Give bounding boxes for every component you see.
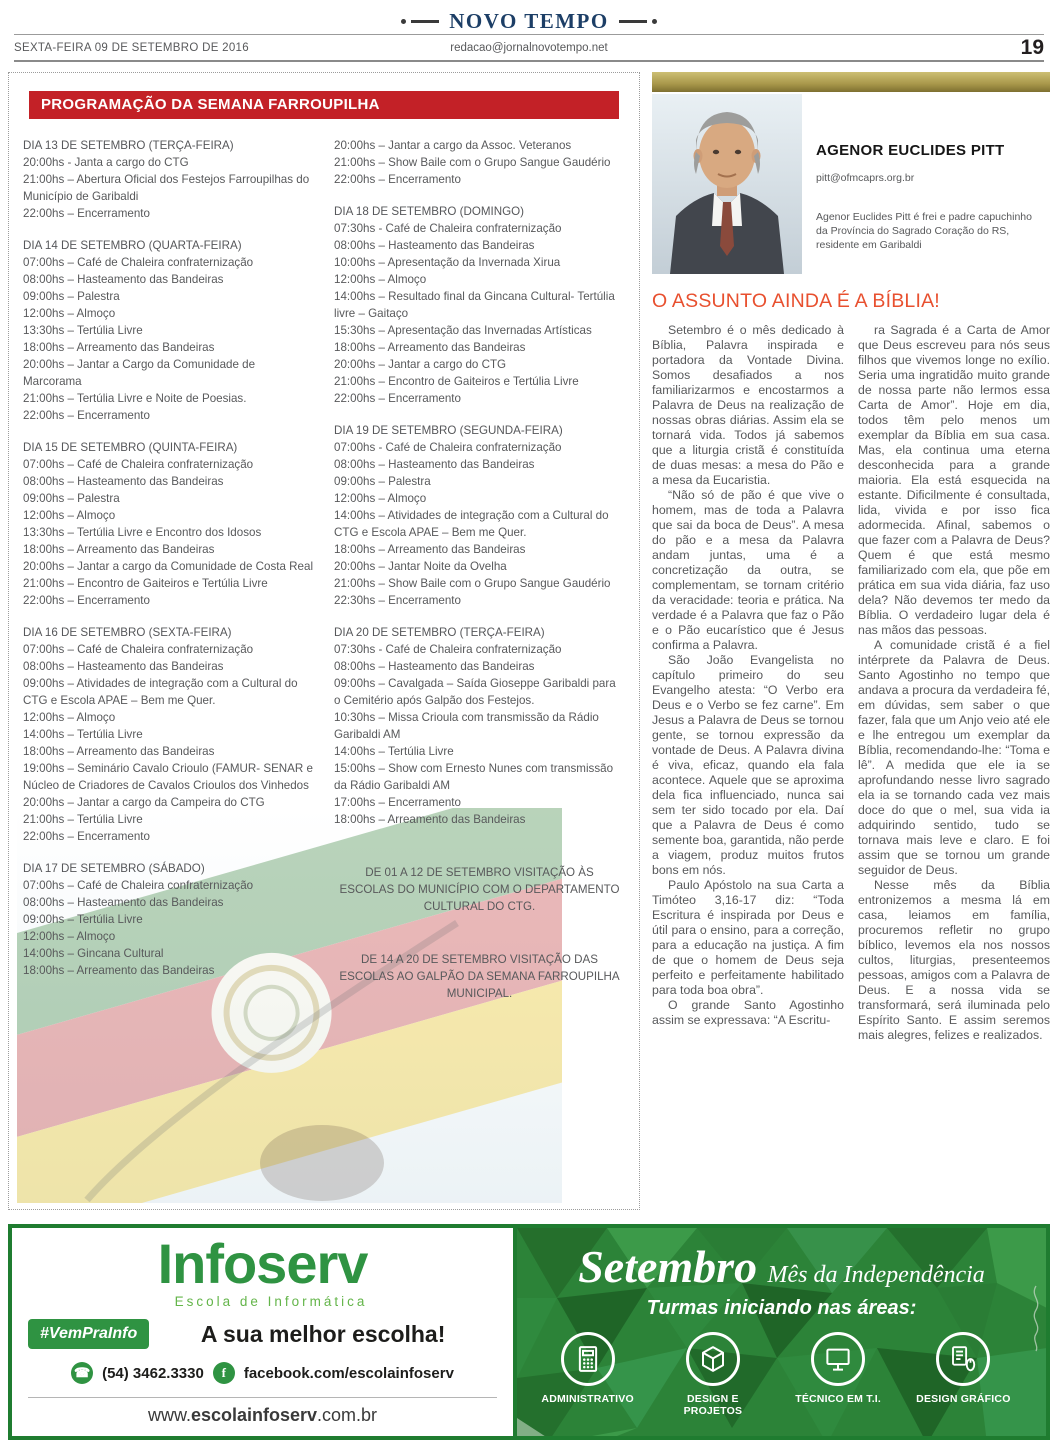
schedule-item: 08:00hs – Hasteamento das Bandeiras [23,660,224,673]
schedule-day-block [334,203,625,407]
phone-number: (54) 3462.3330 [102,1364,204,1382]
schedule-item: 07:00hs – Café de Chaleira confraternização [23,643,254,656]
article-paragraph: ra Sagrada é a Carta de Amor que Deus escreveu para nós seus filhos que vivemos longe no exílio. Seria uma ingratidão muito grande de nossa parte não lermos essa Carta de Amor”. Hoje em dia, todos têm pelo menos um exemplar da Bíblia em sua casa. Mas, ela continua uma eterna desconhecida para a grande maioria. Ela está esquecida na estante. Dificilmente é consultada, lida, vivida e por isso fica adormecida. Afinal, sabemos o que fazer com a Palavra de Deus? Quem é que está mesmo familiarizado com ela, que põe em prática em sua vida diária, faz uso dela? Não devemos ter medo da Bíblia. O verdadeiro lugar dela é nas mãos das pessoas. [858,323,1050,637]
schedule-item: 13:30hs – Tertúlia Livre [23,324,143,337]
schedule-item: 15:00hs – Show com Ernesto Nunes com transmissão da Rádio Garibaldi AM [334,762,614,792]
article-column-1 [652,323,844,1043]
article-paragraph: A comunidade cristã é a fiel intérprete da Palavra de Deus. Santo Agostinho no tempo que andava a procura da verdadeira fé, em dúvidas, sem saber o que fazer, fala que um Anjo veio até ele e lhe entregou um exemplar da Bíblia, recomendando-lhe: “Toma e lê”. A medida que ele ia se aprofundando nesse livro sagrado ela ia se tornando cada vez mais doce do que o mel, sua vida ia adquirindo sentido, tudo se tornava mais leve e claro. E foi assim que se tornou um grande seguidor de Deus. [858,638,1050,877]
schedule-item: 08:00hs – Hasteamento das Bandeiras [23,896,224,909]
schedule-day-heading: DIA 19 DE SETEMBRO (SEGUNDA-FEIRA) [334,424,563,437]
schedule-item: 12:00hs – Almoço [23,711,116,724]
schedule-item: 08:00hs – Hasteamento das Bandeiras [23,273,224,286]
schedule-item: 08:00hs – Hasteamento das Bandeiras [334,660,535,673]
schedule-item: 21:00hs – Tertúlia Livre [23,813,143,826]
course-area-label: TÉCNICO EM T.I. [795,1393,882,1405]
schedule-day-heading: DIA 18 DE SETEMBRO (DOMINGO) [334,205,525,218]
schedule-item: 07:00hs – Café de Chaleira confraternização [23,256,254,269]
course-area-label: DESIGN GRÁFICO [916,1393,1011,1405]
schedule-item: 18:00hs – Arreamento das Bandeiras [23,543,215,556]
schedule-item: 21:00hs – Show Baile com o Grupo Sangue Gaudério [334,156,611,169]
brand-name: Infoserv [157,1232,368,1295]
article-paragraph: Paulo Apóstolo na sua Carta a Timóteo 3,16-17 diz: “Toda Escritura é inspirada por Deus e útil para o ensino, para a correção, para a educação na justiça. A fim de que o homem de Deus seja perfeito e perfeitamente habilitado para toda boa obra”. [652,878,844,997]
monitor-icon [811,1332,865,1386]
schedule-item: 21:00hs – Abertura Oficial dos Festejos Farroupilhas do Município de Garibaldi [23,173,310,203]
schedule-item: 21:00hs – Show Baile com o Grupo Sangue Gaudério [334,577,611,590]
advertisement-infoserv [8,1224,1050,1440]
schedule-item: 12:00hs – Almoço [23,307,116,320]
schedule-item: 21:00hs – Encontro de Gaiteiros e Tertúlia Livre [23,577,268,590]
page-number: 19 [1020,35,1044,59]
schedule-item: 18:00hs – Arreamento das Bandeiras [23,341,215,354]
author-card [652,72,1050,274]
ad-tagline: A sua melhor escolha! [200,1320,446,1347]
schedule-item: 22:00hs – Encerramento [334,173,461,186]
schedule-item: 20:00hs – Jantar a Cargo da Comunidade de Marcorama [23,358,256,388]
gold-banner [652,72,1050,92]
article-headline: O ASSUNTO AINDA É A BÍBLIA! [652,290,940,312]
infoserv-logo [157,1232,368,1309]
page-header [0,0,1058,62]
course-area [661,1332,765,1417]
main-content [0,62,1058,1210]
schedule-item: 13:30hs – Tertúlia Livre e Encontro dos Idosos [23,526,262,539]
schedule-item: 20:00hs – Jantar Noite da Ovelha [334,560,507,573]
schedule-item: 22:00hs – Encerramento [334,392,461,405]
schedule-item: 22:00hs – Encerramento [23,207,150,220]
schedule-item: 09:00hs – Cavalgada – Saída Gioseppe Garibaldi para o Cemitério após Galpão dos Festejos. [334,677,616,707]
schedule-item: 09:00hs – Palestra [23,290,120,303]
ad-right-panel [517,1228,1046,1436]
program-column-1 [23,137,314,1002]
schedule-day-block [23,624,314,845]
article-column-2 [858,323,1050,1043]
schedule-item: 10:00hs – Apresentação da Invernada Xirua [334,256,561,269]
schedule-item: 22:00hs – Encerramento [23,594,150,607]
schedule-item: 14:00hs – Gincana Cultural [23,947,164,960]
schedule-item: 17:00hs – Encerramento [334,796,461,809]
schedule-item: 08:00hs – Hasteamento das Bandeiras [334,239,535,252]
author-name: AGENOR EUCLIDES PITT [816,142,1005,159]
schedule-item: 07:00hs - Café de Chaleira confraternização [334,441,562,454]
schedule-item: 21:00hs – Encontro de Gaiteiros e Tertúlia Livre [334,375,579,388]
article-paragraph: Setembro é o mês dedicado à Bíblia, Palavra inspirada e portadora da Vontade Divina. Somos desafiados a nos familiarizarmos e encostarmos a Palavra de Deus na realização de nossas obras diárias. Assim ela se tornará vida. Todos já sabemos que a liturgia cristã é constituída de duas mesas: a mesa do Pão e a mesa da Eucaristia. [652,323,844,487]
brand-subtitle: Escola de Informática [174,1294,368,1309]
header-info-bar [14,34,1044,62]
schedule-day-block [23,137,314,222]
article-paragraph: Nesse mês da Bíblia entronizemos a mesma lá em casa, leiamos em família, procuremos refletir no grupo bíblico, levemos ela nos nossos cultos, liturgias, presenteemos pessoas, amigos com a Palavra de Deus. E a nossa vida se transformará, será iluminada pelo Espírito Santo. E assim seremos mais alegres, felizes e realizados. [858,878,1050,1042]
schedule-day-block [334,624,625,828]
course-area [536,1332,640,1417]
schedule-item: 15:30hs – Apresentação das Invernadas Artísticas [334,324,592,337]
contact-email[interactable]: redacao@jornalnovotempo.net [450,41,608,54]
facebook-handle[interactable]: facebook.com/escolainfoserv [243,1364,454,1382]
schedule-item: 19:00hs – Seminário Cavalo Crioulo (FAMUR- SENAR e Núcleo de Criadores de Cavalos Crioulos dos Vinhedos [23,762,313,792]
schedule-item: 14:00hs – Tertúlia Livre [334,745,454,758]
course-areas [517,1332,1046,1417]
program-column-2 [334,137,625,1002]
schedule-item: 07:00hs – Café de Chaleira confraternização [23,458,254,471]
schedule-day-heading: DIA 14 DE SETEMBRO (QUARTA-FEIRA) [23,239,242,252]
program-title-banner [29,91,619,119]
article-columns [652,323,1050,1043]
calculator-icon [561,1332,615,1386]
schedule-item: 20:00hs - Janta a cargo do CTG [23,156,189,169]
article-section [652,72,1050,1210]
schedule-item: 07:30hs - Café de Chaleira confraternização [334,643,562,656]
schedule-item: 14:00hs – Atividades de integração com a Cultural do CTG e Escola APAE – Bem me Quer. [334,509,609,539]
month-subtitle: Mês da Independência [767,1262,985,1288]
schedule-item: 10:30hs – Missa Crioula com transmissão da Rádio Garibaldi AM [334,711,599,741]
schedule-item: 12:00hs – Almoço [23,509,116,522]
masthead-row [14,8,1044,34]
schedule-day-heading: DIA 20 DE SETEMBRO (TERÇA-FEIRA) [334,626,545,639]
program-note: DE 01 A 12 DE SETEMBRO VISITAÇÃO ÀS ESCOLAS DO MUNICÍPIO COM O DEPARTAMENTO CULTURAL DO CTG. [339,866,620,913]
schedule-day-heading: DIA 17 DE SETEMBRO (SÁBADO) [23,862,205,875]
schedule-item: 07:30hs - Café de Chaleira confraternização [334,222,562,235]
program-title: PROGRAMAÇÃO DA SEMANA FARROUPILHA [41,96,380,113]
hashtag-badge: #VemPraInfo [28,1319,149,1349]
course-area-label: ADMINISTRATIVO [541,1393,634,1405]
schedule-day-heading: DIA 15 DE SETEMBRO (QUINTA-FEIRA) [23,441,238,454]
article-paragraph: São João Evangelista no capítulo primeiro do seu Evangelho atesta: “O Verbo era Deus e o Verbo se fez carne”. Em Jesus a Palavra de Deus se tornou gente, se tornou expressão da vontade de Deus. A Palavra divina é viva, eficaz, quando ela fala acontece. Aquele que se aproxima dela fica influenciado, nunca sai sem ter sido tocado por ela. Daí que a Palavra de Deus é como semente boa, garantida, não perde a viagem, produz muitos frutos bons em nós. [652,653,844,877]
schedule-item: 08:00hs – Hasteamento das Bandeiras [334,458,535,471]
ad-left-panel [12,1228,517,1436]
schedule-item: 09:00hs – Tertúlia Livre [23,913,143,926]
schedule-day-block [23,439,314,609]
schedule-item: 22:00hs – Encerramento [23,830,150,843]
website-url[interactable]: www.escolainfoserv.com.br [28,1397,497,1426]
phone-icon: ☎ [71,1362,93,1384]
issue-date: SEXTA-FEIRA 09 DE SETEMBRO DE 2016 [14,41,249,54]
cube-icon [686,1332,740,1386]
author-email[interactable]: pitt@ofmcaprs.org.br [816,172,915,184]
schedule-item: 18:00hs – Arreamento das Bandeiras [23,745,215,758]
schedule-day-heading: DIA 13 DE SETEMBRO (TERÇA-FEIRA) [23,139,234,152]
program-section [8,72,640,1210]
schedule-item: 14:00hs – Resultado final da Gincana Cultural- Tertúlia livre – Gaitaço [334,290,615,320]
schedule-item: 18:00hs – Arreamento das Bandeiras [334,813,526,826]
masthead-ornament-left [401,19,439,24]
masthead: NOVO TEMPO [449,8,609,33]
schedule-item: 07:00hs – Café de Chaleira confraternização [23,879,254,892]
schedule-item: 12:00hs – Almoço [334,492,427,505]
schedule-item: 14:00hs – Tertúlia Livre [23,728,143,741]
schedule-item: 21:00hs – Tertúlia Livre e Noite de Poesias. [23,392,247,405]
masthead-ornament-right [619,19,657,24]
schedule-day-block [334,137,625,188]
schedule-item: 22:30hs – Encerramento [334,594,461,607]
course-area [786,1332,890,1417]
course-area [911,1332,1015,1417]
schedule-item: 12:00hs – Almoço [23,930,116,943]
course-area-label: DESIGN E PROJETOS [683,1393,743,1417]
schedule-item: 22:00hs – Encerramento [23,409,150,422]
schedule-item: 09:00hs – Atividades de integração com a Cultural do CTG e Escola APAE – Bem me Quer. [23,677,298,707]
schedule-item: 20:00hs – Jantar a cargo da Assoc. Veteranos [334,139,572,152]
schedule-item: 12:00hs – Almoço [334,273,427,286]
schedule-item: 18:00hs – Arreamento das Bandeiras [334,543,526,556]
schedule-day-block [23,237,314,424]
author-bio: Agenor Euclides Pitt é frei e padre capuchinho da Província do Sagrado Coração do RS, residente em Garibaldi [816,211,1032,251]
article-paragraph: O grande Santo Agostinho assim se expressava: “A Escritu- [652,998,844,1027]
ad-cta: Turmas iniciando nas áreas: [646,1297,917,1319]
schedule-item: 18:00hs – Arreamento das Bandeiras [334,341,526,354]
graphic-design-icon [936,1332,990,1386]
schedule-day-block [23,860,314,979]
designer-signature-mark [1029,1283,1043,1358]
schedule-item: 09:00hs – Palestra [23,492,120,505]
month-script: Setembro [578,1241,758,1292]
schedule-item: 18:00hs – Arreamento das Bandeiras [23,964,215,977]
schedule-item: 09:00hs – Palestra [334,475,431,488]
schedule-day-block [334,422,625,609]
author-photo [652,94,802,274]
program-note: DE 14 A 20 DE SETEMBRO VISITAÇÃO DAS ESCOLAS AO GALPÃO DA SEMANA FARROUPILHA MUNICIPAL. [339,953,620,1000]
schedule-item: 08:00hs – Hasteamento das Bandeiras [23,475,224,488]
schedule-item: 20:00hs – Jantar a cargo da Campeira do CTG [23,796,265,809]
schedule-item: 20:00hs – Jantar a cargo da Comunidade de Costa Real [23,560,314,573]
schedule-day-heading: DIA 16 DE SETEMBRO (SEXTA-FEIRA) [23,626,232,639]
facebook-icon: f [213,1362,235,1384]
schedule-item: 20:00hs – Jantar a cargo do CTG [334,358,507,371]
program-columns [23,137,625,1002]
article-paragraph: “Não só de pão é que vive o homem, mas de toda a Palavra que sai da boca de Deus”. A mesa do pão e a mesa da Palavra andam juntas, uma é a concretização da outra, se complementam, se tornam critério da veracidade: teoria e prática. Na verdade é a Palavra que faz o Pão e o Pão eucarístico que é Jesus confirma a Palavra. [652,488,844,652]
